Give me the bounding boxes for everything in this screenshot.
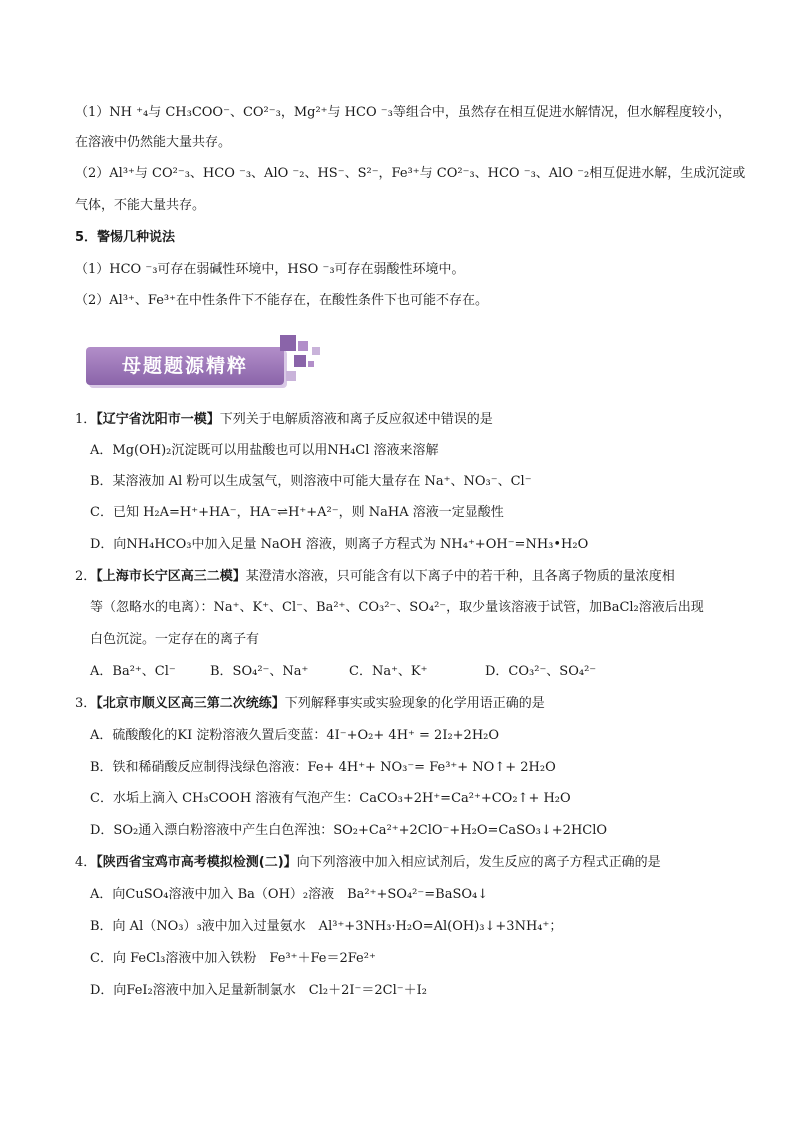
question-3-option-c: C．水垢上滴入 CH₃COOH 溶液有气泡产生：CaCO₃+2H⁺=Ca²⁺+CO₂↑+ H₂O [90, 791, 571, 806]
question-1-option-d: D．向NH₄HCO₃中加入足量 NaOH 溶液，则离子方程式为 NH₄⁺+OH⁻=NH₃•H₂O [90, 537, 589, 552]
question-4-stem: 4．【陕西省宝鸡市高考模拟检测(二)】向下列溶液中加入相应试剂后，发生反应的离子方程式正确的是 [75, 855, 661, 870]
question-1-option-a: A．Mg(OH)₂沉淀既可以用盐酸也可以用NH₄Cl 溶液来溶解 [90, 443, 439, 458]
banner-deco-square [298, 341, 308, 351]
question-2-option-a: A．Ba²⁺、Cl⁻ [90, 664, 176, 679]
banner-deco-square [308, 361, 314, 367]
question-4-option-c: C．向 FeCl₃溶液中加入铁粉 Fe³⁺＋Fe＝2Fe²⁺ [90, 951, 376, 966]
question-2-option-b: B．SO₄²⁻、Na⁺ [210, 664, 309, 679]
section4-item2: （2）Al³⁺与 CO²⁻₃、HCO ⁻₃、AlO ⁻₂、HS⁻、S²⁻，Fe³⁺与 CO²⁻₃、HCO ⁻₃、AlO ⁻₂相互促进水解，生成沉淀或 [75, 166, 746, 181]
question-source: 【上海市长宁区高三二模】 [96, 569, 246, 584]
question-source: 【北京市顺义区高三第二次统练】 [96, 696, 285, 711]
section-banner [86, 333, 331, 389]
section5-item2: （2）Al³⁺、Fe³⁺在中性条件下不能存在，在酸性条件下也可能不存在。 [75, 293, 488, 308]
section4-item1-cont: 在溶液中仍然能大量共存。 [75, 135, 232, 150]
question-2-option-c: C．Na⁺、K⁺ [349, 664, 428, 679]
question-1-option-c: C．已知 H₂A=H⁺+HA⁻，HA⁻⇌H⁺+A²⁻，则 NaHA 溶液一定显酸性 [90, 505, 504, 520]
banner-deco-square [280, 335, 296, 351]
question-source: 【辽宁省沈阳市一模】 [96, 412, 220, 427]
section4-item1: （1）NH ⁺₄与 CH₃COO⁻、CO²⁻₃，Mg²⁺与 HCO ⁻₃等组合中，虽然存在相互促进水解情况，但水解程度较小， [75, 105, 731, 120]
question-2-stem-cont: 等（忽略水的电离）：Na⁺、K⁺、Cl⁻、Ba²⁺、CO₃²⁻、SO₄²⁻，取少量该溶液于试管，加BaCl₂溶液后出现 [90, 600, 704, 615]
section4-item2-cont: 气体，不能大量共存。 [75, 198, 206, 213]
question-source: 【陕西省宝鸡市高考模拟检测(二)】 [96, 855, 297, 870]
banner-deco-square [286, 371, 296, 381]
question-1-option-b: B．某溶液加 Al 粉可以生成氢气，则溶液中可能大量存在 Na⁺、NO₃⁻、Cl⁻ [90, 474, 532, 489]
section5-item1: （1）HCO ⁻₃可存在弱碱性环境中，HSO ⁻₃可存在弱酸性环境中。 [75, 262, 465, 277]
question-3-option-a: A．硫酸酸化的KI 淀粉溶液久置后变蓝：4I⁻+O₂+ 4H⁺ = 2I₂+2H₂O [90, 728, 500, 743]
banner-deco-square [294, 355, 306, 367]
question-2-option-d: D．CO₃²⁻、SO₄²⁻ [485, 664, 597, 679]
banner-title: 母题题源精粹 [121, 355, 248, 377]
question-2-stem: 2．【上海市长宁区高三二模】某澄清水溶液，只可能含有以下离子中的若干种，且各离子物质的量浓度相 [75, 569, 675, 584]
question-3-option-b: B．铁和稀硝酸反应制得浅绿色溶液：Fe+ 4H⁺+ NO₃⁻= Fe³⁺+ NO↑+ 2H₂O [90, 760, 556, 775]
question-4-option-b: B．向 Al（NO₃）₃液中加入过量氨水 Al³⁺+3NH₃·H₂O=Al(OH)₃↓+3NH₄⁺； [90, 919, 563, 934]
question-3-stem: 3．【北京市顺义区高三第二次统练】下列解释事实或实验现象的化学用语正确的是 [75, 696, 545, 711]
question-4-option-a: A．向CuSO₄溶液中加入 Ba（OH）₂溶液 Ba²⁺+SO₄²⁻=BaSO₄↓ [90, 887, 489, 902]
question-4-option-d: D．向FeI₂溶液中加入足量新制氯水 Cl₂＋2I⁻＝2Cl⁻＋I₂ [90, 983, 427, 998]
banner-deco-square [312, 347, 320, 355]
section5-heading: 5．警惕几种说法 [75, 230, 176, 245]
question-2-stem-cont: 白色沉淀。一定存在的离子有 [90, 632, 260, 647]
question-1-stem: 1．【辽宁省沈阳市一模】下列关于电解质溶液和离子反应叙述中错误的是 [75, 412, 493, 427]
question-3-option-d: D．SO₂通入漂白粉溶液中产生白色浑浊：SO₂+Ca²⁺+2ClO⁻+H₂O=CaSO₃↓+2HClO [90, 823, 608, 838]
question-2-options [90, 662, 730, 682]
